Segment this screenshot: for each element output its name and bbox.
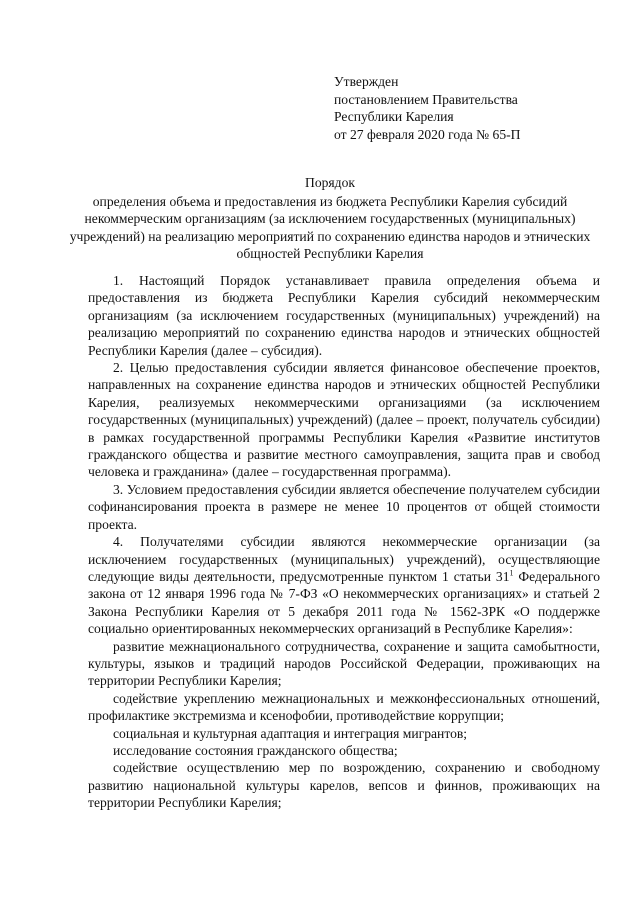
article-superscript: 1 (509, 568, 514, 578)
paragraph-2: 2. Целью предоставления субсидии является финансовое обеспечение проектов, направленных на сохранение единства народов и этнических общностей Республики Карелия, реализуемых некоммерческими организациями (за исключением государственных (муниципальных) учреждений) (далее – проект, получатель субсидии) в рамках государственной программы Республики Карелия «Развитие институтов гражданского общества и развитие местного самоуправления, защита прав и свобод человека и гражданина» (далее – государственная программа). (88, 360, 600, 480)
paragraph-4-text-cont: Федерального закона от 12 января 1996 года № 7-ФЗ «О некоммерческих организациях» и статьей 2 Закона Республики Карелия от 5 декабря 2011 года № 1562-ЗРК «О поддержке социально ориентированных некоммерческих организаций в Республике Карелия»: (88, 568, 600, 637)
list-item: развитие межнационального сотрудничества, сохранение и защита самобытности, культуры, языков и традиций народов Российской Федерации, проживающих на территории Республики Карелия; (88, 638, 600, 689)
paragraph-3: 3. Условием предоставления субсидии является обеспечение получателем субсидии софинансирования проекта в размере не менее 10 процентов от общей стоимости проекта. (88, 481, 600, 532)
paragraph-4 (88, 533, 600, 637)
list-item: содействие осуществлению мер по возрождению, сохранению и свободному развитию национальной культуры карелов, вепсов и финнов, проживающих на территории Республики Карелия; (88, 760, 600, 811)
list-item: исследование состояния гражданского общества; (113, 742, 398, 758)
document-subtitle: определения объема и предоставления из бюджета Республики Карелия субсидий некоммерческим организациям (за исключением государственных (муниципальных) учреждений) на реализацию мероприятий по сохранению единства народов и этнических общностей Республики Карелия (69, 193, 591, 262)
document-title: Порядок (305, 175, 355, 190)
list-item: содействие укреплению межнациональных и межконфессиональных отношений, профилактике экстремизма и ксенофобии, противодействие коррупции; (88, 690, 600, 724)
approval-stamp (334, 73, 624, 143)
paragraph-1: 1. Настоящий Порядок устанавливает правила определения объема и предоставления из бюджета Республики Карелия субсидий некоммерческим организациям (за исключением государственных (муниципальных) учреждений) на реализацию мероприятий по сохранению единства народов и этнических общностей Республики Карелия (далее – субсидия). (88, 273, 600, 358)
approval-date: от 27 февраля 2020 года № 65-П (334, 126, 521, 142)
document-body (88, 272, 600, 812)
list-item: социальная и культурная адаптация и интеграция мигрантов; (113, 725, 468, 741)
approval-line: постановлением Правительства (334, 91, 518, 107)
document-title-block (60, 174, 600, 263)
approval-line: Утвержден (334, 74, 399, 89)
paragraph-4-text: 4. Получателями субсидии являются некоммерческие организации (за исключением государственных (муниципальных) учреждений), осуществляющие следующие виды деятельности, предусмотренные пунктом 1 статьи 31 (88, 534, 600, 584)
approval-line: Республики Карелия (334, 109, 454, 125)
